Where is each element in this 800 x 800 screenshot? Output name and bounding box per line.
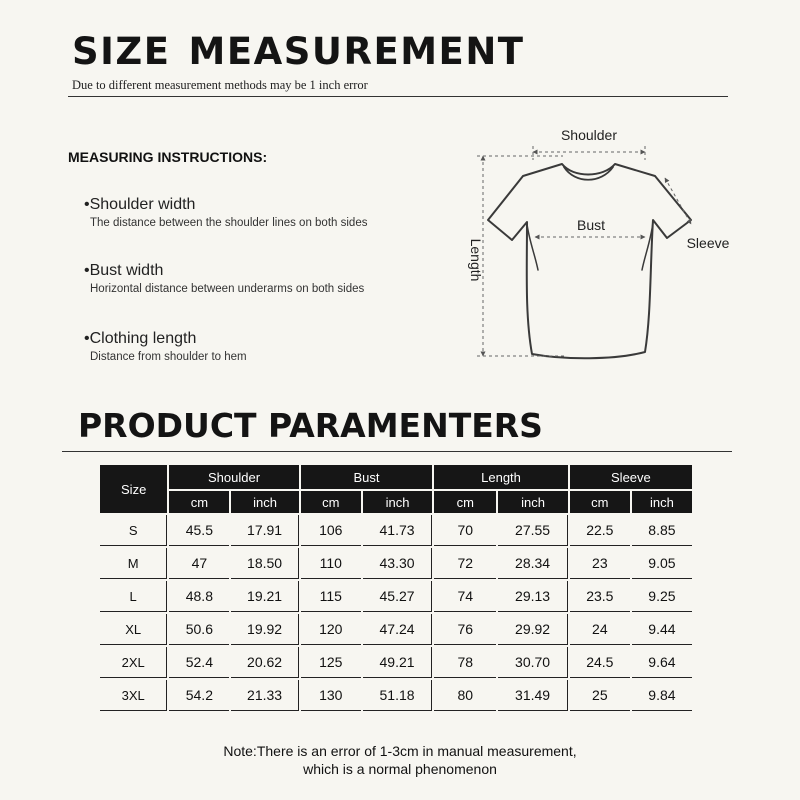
measurement-error-subtitle: Due to different measurement methods may be 1 inch error	[72, 78, 368, 92]
unit-inch-header: inch	[363, 491, 432, 513]
size-cell: M	[100, 548, 167, 579]
value-cell: 30.70	[498, 647, 567, 678]
value-cell: 52.4	[169, 647, 229, 678]
instruction-description: Distance from shoulder to hem	[90, 351, 247, 363]
unit-cm-header: cm	[434, 491, 496, 513]
value-cell: 110	[301, 548, 361, 579]
table-row	[100, 548, 692, 579]
value-cell: 43.30	[363, 548, 432, 579]
value-cell: 24.5	[570, 647, 630, 678]
value-cell: 23	[570, 548, 630, 579]
unit-inch-header: inch	[498, 491, 567, 513]
value-cell: 24	[570, 614, 630, 645]
value-cell: 120	[301, 614, 361, 645]
measurement-note	[200, 742, 600, 778]
value-cell: 48.8	[169, 581, 229, 612]
value-cell: 74	[434, 581, 496, 612]
value-cell: 29.92	[498, 614, 567, 645]
value-cell: 76	[434, 614, 496, 645]
value-cell: 19.21	[231, 581, 298, 612]
table-row	[100, 515, 692, 546]
tshirt-measurement-diagram	[455, 120, 745, 370]
instruction-bust	[84, 262, 364, 295]
bust-column-header: Bust	[301, 465, 432, 489]
value-cell: 9.05	[632, 548, 692, 579]
instruction-title: •Clothing length	[84, 330, 197, 347]
size-cell: XL	[100, 614, 167, 645]
value-cell: 115	[301, 581, 361, 612]
value-cell: 51.18	[363, 680, 432, 711]
value-cell: 80	[434, 680, 496, 711]
size-column-header: Size	[100, 465, 167, 513]
value-cell: 125	[301, 647, 361, 678]
value-cell: 70	[434, 515, 496, 546]
table-row	[100, 680, 692, 711]
instruction-description: Horizontal distance between underarms on both sides	[90, 283, 365, 295]
value-cell: 78	[434, 647, 496, 678]
header-divider	[68, 96, 728, 97]
value-cell: 21.33	[231, 680, 298, 711]
value-cell: 49.21	[363, 647, 432, 678]
value-cell: 45.27	[363, 581, 432, 612]
instruction-length	[84, 330, 247, 363]
unit-cm-header: cm	[570, 491, 630, 513]
size-cell: 2XL	[100, 647, 167, 678]
sleeve-label: Sleeve	[686, 235, 730, 251]
note-line-1: Note:There is an error of 1-3cm in manual measurement,	[223, 743, 577, 759]
length-column-header: Length	[434, 465, 568, 489]
value-cell: 8.85	[632, 515, 692, 546]
value-cell: 9.44	[632, 614, 692, 645]
value-cell: 9.25	[632, 581, 692, 612]
unit-inch-header: inch	[632, 491, 692, 513]
unit-cm-header: cm	[301, 491, 361, 513]
instruction-title: •Bust width	[84, 262, 164, 279]
value-cell: 17.91	[231, 515, 298, 546]
value-cell: 23.5	[570, 581, 630, 612]
page-title	[72, 30, 525, 73]
value-cell: 47	[169, 548, 229, 579]
title-measurement: MEASUREMENT	[188, 30, 525, 73]
length-label: Length	[468, 238, 484, 282]
size-cell: S	[100, 515, 167, 546]
instructions-heading: MEASURING INSTRUCTIONS:	[68, 149, 268, 165]
instruction-shoulder	[84, 196, 367, 229]
value-cell: 9.84	[632, 680, 692, 711]
value-cell: 41.73	[363, 515, 432, 546]
product-parameters-heading: PRODUCT PARAMENTERS	[78, 406, 543, 445]
note-line-2: which is a normal phenomenon	[303, 761, 497, 777]
value-cell: 54.2	[169, 680, 229, 711]
unit-inch-header: inch	[231, 491, 298, 513]
shoulder-column-header: Shoulder	[169, 465, 298, 489]
value-cell: 29.13	[498, 581, 567, 612]
value-cell: 106	[301, 515, 361, 546]
value-cell: 31.49	[498, 680, 567, 711]
value-cell: 27.55	[498, 515, 567, 546]
value-cell: 47.24	[363, 614, 432, 645]
value-cell: 50.6	[169, 614, 229, 645]
size-cell: 3XL	[100, 680, 167, 711]
table-row	[100, 581, 692, 612]
shoulder-label: Shoulder	[560, 127, 618, 143]
value-cell: 19.92	[231, 614, 298, 645]
value-cell: 9.64	[632, 647, 692, 678]
value-cell: 18.50	[231, 548, 298, 579]
size-cell: L	[100, 581, 167, 612]
measure-lines	[477, 146, 691, 356]
value-cell: 20.62	[231, 647, 298, 678]
table-row	[100, 647, 692, 678]
value-cell: 72	[434, 548, 496, 579]
value-cell: 25	[570, 680, 630, 711]
instruction-description: The distance between the shoulder lines on both sides	[90, 217, 368, 229]
size-chart-table	[98, 463, 694, 713]
table-divider	[62, 451, 732, 452]
value-cell: 45.5	[169, 515, 229, 546]
table-row	[100, 614, 692, 645]
title-size: SIZE	[72, 30, 171, 73]
bust-label: Bust	[576, 217, 606, 233]
tshirt-icon	[488, 164, 691, 358]
unit-cm-header: cm	[169, 491, 229, 513]
value-cell: 130	[301, 680, 361, 711]
value-cell: 28.34	[498, 548, 567, 579]
instruction-title: •Shoulder width	[84, 196, 196, 213]
value-cell: 22.5	[570, 515, 630, 546]
sleeve-column-header: Sleeve	[570, 465, 692, 489]
